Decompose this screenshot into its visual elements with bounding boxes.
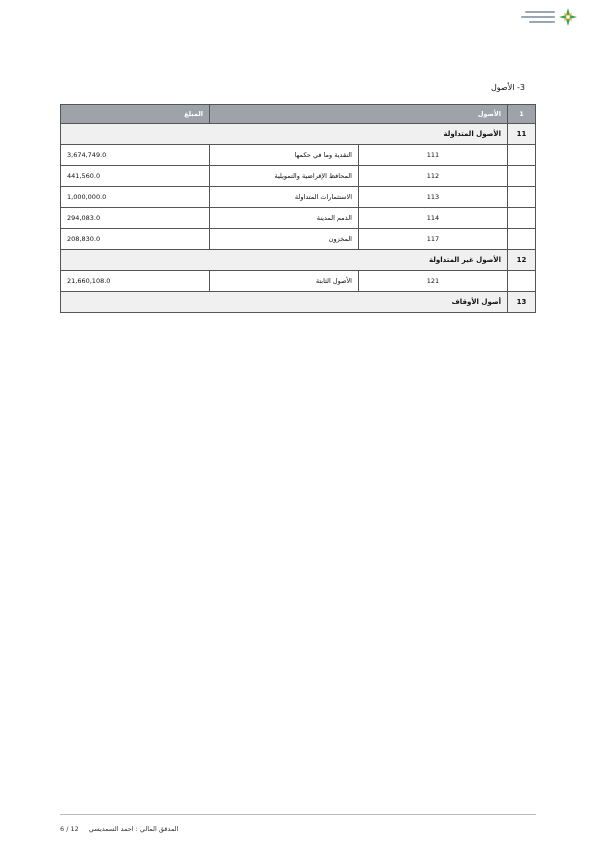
ministry-logo-icon: [558, 7, 578, 27]
account-amount: 3,674,749.0: [61, 145, 210, 166]
section-title: 3- الأصول: [490, 83, 525, 92]
table-row: [61, 145, 536, 166]
assets-table: [60, 104, 536, 313]
logo-text-lines: [521, 11, 555, 23]
account-amount: 208,830.0: [61, 229, 210, 250]
group-title: الأصول غير المتداولة: [61, 250, 508, 271]
group-number: 13: [508, 292, 536, 313]
header-amount: المبلغ: [61, 105, 210, 124]
header-assets: الأصول: [210, 105, 508, 124]
account-code: 121: [359, 271, 508, 292]
account-name: النقدية وما في حكمها: [210, 145, 359, 166]
header-number: 1: [508, 105, 536, 124]
row-indent: [508, 187, 536, 208]
row-indent: [508, 229, 536, 250]
table-row: [61, 187, 536, 208]
page-footer: [60, 825, 210, 833]
account-name: الأصول الثابتة: [210, 271, 359, 292]
row-indent: [508, 166, 536, 187]
account-name: المخزون: [210, 229, 359, 250]
account-amount: 21,660,108.0: [61, 271, 210, 292]
account-code: 113: [359, 187, 508, 208]
table-row: [61, 208, 536, 229]
account-name: الذمم المدينة: [210, 208, 359, 229]
footer-divider: [60, 814, 536, 815]
row-indent: [508, 208, 536, 229]
account-amount: 294,083.0: [61, 208, 210, 229]
account-amount: 1,000,000.0: [61, 187, 210, 208]
group-row-current-assets: [61, 124, 536, 145]
account-code: 114: [359, 208, 508, 229]
row-indent: [508, 145, 536, 166]
account-code: 112: [359, 166, 508, 187]
group-number: 12: [508, 250, 536, 271]
table-row: [61, 166, 536, 187]
footer-auditor: المدقق المالي : احمد السمديسي: [88, 825, 179, 833]
account-name: الاستثمارات المتداولة: [210, 187, 359, 208]
ministry-logo: [518, 6, 578, 28]
group-number: 11: [508, 124, 536, 145]
account-code: 117: [359, 229, 508, 250]
table-row: [61, 229, 536, 250]
account-name: المحافظ الإقراضية والتمويلية: [210, 166, 359, 187]
account-amount: 441,560.0: [61, 166, 210, 187]
table-header-row: [61, 105, 536, 124]
row-indent: [508, 271, 536, 292]
account-code: 111: [359, 145, 508, 166]
group-row-non-current-assets: [61, 250, 536, 271]
group-title: أصول الأوقاف: [61, 292, 508, 313]
page-number: 6 / 12: [60, 825, 79, 833]
group-title: الأصول المتداولة: [61, 124, 508, 145]
table-row: [61, 271, 536, 292]
group-row-endowment-assets: [61, 292, 536, 313]
